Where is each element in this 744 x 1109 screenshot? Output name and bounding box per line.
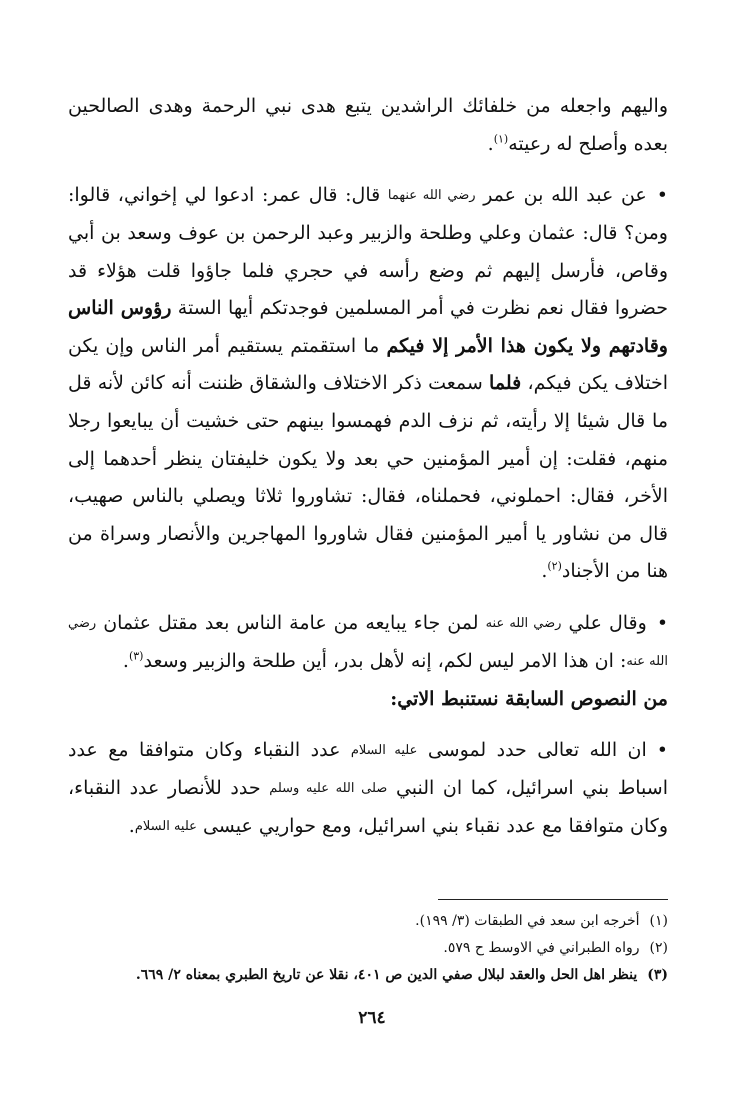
footnote-number: (٢): [649, 940, 668, 956]
footnote-number: (١): [649, 913, 668, 929]
honorific-glyph: عليه السلام: [134, 818, 197, 834]
paragraph-3-text-c: : ان هذا الامر ليس لكم، إنه لأهل بدر، أين طلحة والزبير وسعد: [143, 649, 627, 672]
footnote-ref-1[interactable]: (١): [493, 132, 509, 146]
honorific-glyph: عليه السلام: [350, 743, 418, 759]
paragraph-4-text-c: حدد للأنصار عدد النقباء، وكان متوافقا مع عدد نقباء بني اسرائيل، ومع حواريي عيسى: [68, 776, 668, 837]
paragraph-2-text-a: عن عبد الله بن عمر: [483, 184, 647, 207]
paragraph-1-text: واليهم واجعله من خلفائك الراشدين يتبع هدى نبي الرحمة وهدى الصالحين بعده وأصلح له رعيته: [68, 95, 668, 155]
footnote-item: [58, 935, 668, 962]
footnote-text: أخرجه ابن سعد في الطبقات (٣/ ١٩٩).: [415, 913, 640, 929]
footnote-ref-2[interactable]: (٢): [547, 560, 562, 573]
paragraph-1-end: .: [487, 132, 494, 155]
paragraph-2-text-d: سمعت ذكر الاختلاف والشقاق ظننت أنه كائن لأنه قل ما قال شيئا إلا رأيته، ثم نزف الدم فهمسوا بينهم حتى خشيت أن يبايعوا رجلا منهم، فقلت: إن أمير المؤمنين حي بعد ولا يكون خليفتان ينظر أحدهما إلى الأخر، فقال: احملوني، فحملناه، فقال: تشاوروا ثلاثا ويصلي بالناس صهيب، قال من نشاور يا أمير المؤمنين فقال شاوروا المهاجرين والأنصار وسراة من هنا من الأجناد: [68, 372, 668, 583]
paragraph-4-text-b: عدد النقباء وكان متوافقا مع عدد اسباط بني اسرائيل، كما ان النبي: [68, 739, 668, 799]
paragraph-2-text-c: ما استقمتم يستقيم أمر الناس وإن يكن اختلاف يكن فيكم،: [68, 334, 668, 395]
paragraph-3: [68, 605, 668, 681]
honorific-glyph: رضي الله عنه: [68, 616, 668, 669]
honorific-glyph: صلى الله عليه وسلم: [269, 781, 388, 797]
footnote-item: [58, 962, 668, 989]
footnote-divider: [438, 899, 668, 900]
footnote-text: ينظر اهل الحل والعقد لبلال صفي الدين ص ٤٠١، نقلا عن تاريخ الطبري بمعناه ٢/ ٦٦٩.: [135, 967, 638, 983]
paragraph-2-text-b: قال: قال عمر: ادعوا لي إخواني، قالوا: ومن؟ قال: عثمان وعلي وطلحة والزبير وعبد الرحمن بن عوف وسعد بن أبي وقاص، فأرسل إليهم ثم وضع رأسه في حجري فلما جاؤوا قلت هؤلاء قد حضروا فقال نعم نظرت في أمر المسلمين فوجدتكم أيها الستة: [68, 184, 668, 320]
paragraph-3-text-b: لمن جاء يبايعه من عامة الناس بعد مقتل عثمان: [103, 611, 479, 634]
footnote-ref-3[interactable]: (٣): [128, 649, 144, 663]
page-number: ٢٦٤: [358, 1008, 386, 1028]
paragraph-3-end: .: [122, 649, 129, 672]
honorific-glyph: رضي الله عنهما: [387, 188, 476, 204]
paragraph-1: [68, 88, 668, 163]
section-heading: من النصوص السابقة نستنبط الاتي:: [390, 687, 668, 710]
paragraph-2-end: .: [541, 560, 548, 583]
footnote-item: [58, 908, 668, 935]
main-text: [68, 88, 668, 846]
footnotes: [58, 908, 668, 989]
paragraph-3-text-a: وقال علي: [568, 611, 647, 634]
paragraph-2: [68, 177, 668, 591]
paragraph-2-bold-b: فلما: [489, 372, 522, 395]
footnote-text: رواه الطبراني في الاوسط ح ٥٧٩.: [443, 940, 640, 956]
paragraph-2-bold-a: رؤوس الناس وقادتهم ولا يكون هذا الأمر إلا فيكم: [68, 297, 668, 357]
footnote-number: (٣): [647, 967, 668, 983]
paragraph-4: [68, 732, 668, 845]
honorific-glyph: رضي الله عنه: [485, 616, 562, 632]
paragraph-4-text-a: ان الله تعالى حدد لموسى: [427, 739, 647, 762]
paragraph-4-end: .: [128, 814, 135, 837]
